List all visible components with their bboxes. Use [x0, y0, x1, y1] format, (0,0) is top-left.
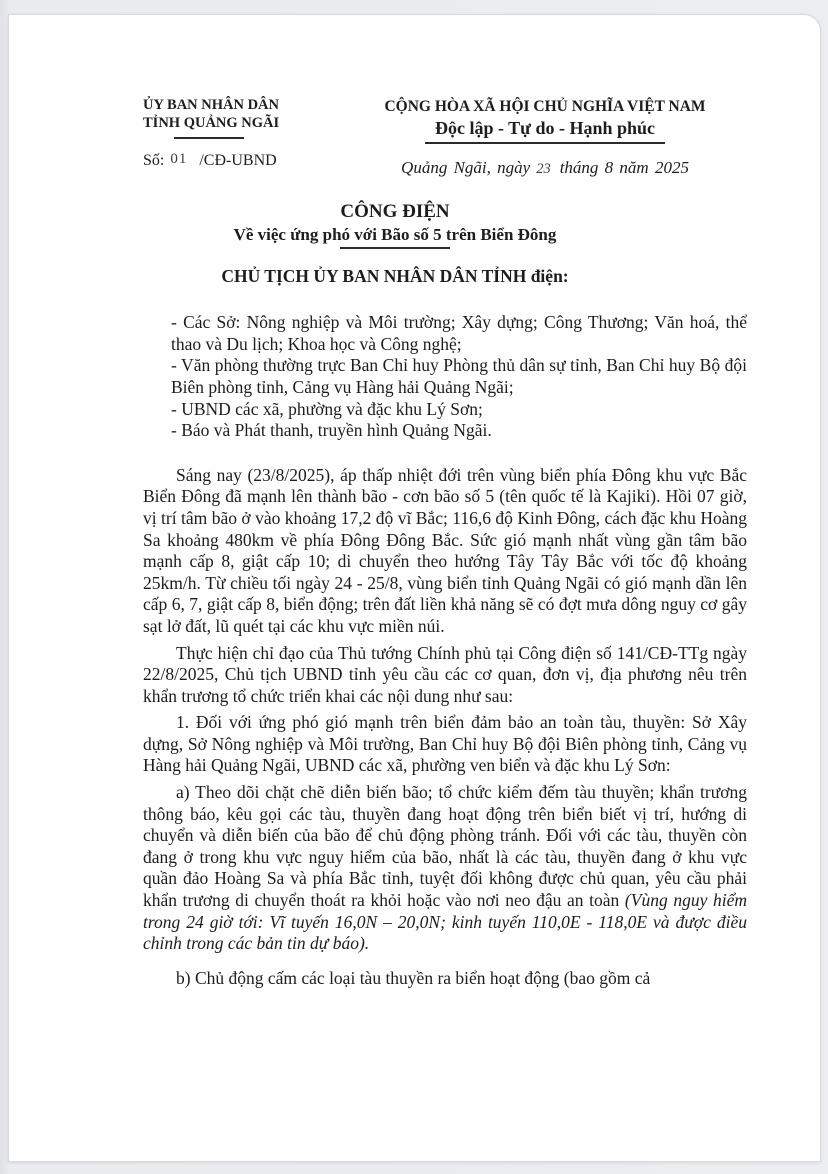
issuer-block — [143, 97, 280, 171]
dateline — [369, 157, 721, 181]
recipient-item: - Văn phòng thường trực Ban Chỉ huy Phòng thủ dân sự tỉnh, Ban Chỉ huy Bộ đội Biên phòng tỉnh, Cảng vụ Hàng hải Quảng Ngãi; — [171, 355, 747, 397]
section-a-text: a) Theo dõi chặt chẽ diễn biến bão; tổ chức kiểm đếm tàu thuyền; khẩn trương thông báo, kêu gọi các tàu, thuyền đang hoạt động trên biển biết vị trí, hướng di chuyển và diễn biến của bão để chủ động phòng tránh. Đối với các tàu, thuyền còn đang ở trong khu vực nguy hiểm của bão, nhất là các tàu, thuyền đang ở khu vực quần đảo Hoàng Sa và phía Bắc tỉnh, tuyệt đối không được chủ quan, yêu cầu phải khẩn trương di chuyển thoát ra khỏi hoặc vào nơi neo đậu an toàn — [143, 782, 747, 911]
recipient-list — [171, 312, 747, 442]
title-block — [143, 201, 647, 288]
document-page — [9, 15, 820, 1161]
issuer-line1: ỦY BAN NHÂN DÂN — [143, 97, 280, 113]
paragraph-section-a — [143, 782, 747, 955]
issuer-divider — [174, 137, 244, 139]
paragraph-section-b: b) Chủ động cấm các loại tàu thuyền ra biển hoạt động (bao gồm cả — [176, 967, 651, 988]
dateline-suffix: tháng 8 năm 2025 — [559, 158, 689, 177]
doc-type-title: CÔNG ĐIỆN — [340, 200, 450, 222]
danger-zone-note: (Vùng nguy hiểm trong 24 giờ tới: Vĩ tuyến 16,0N – 20,0N; kinh tuyến 110,0E - 118,0E và được điều chỉnh trong các bản tin dự báo). — [143, 890, 747, 954]
doc-number — [143, 152, 275, 171]
doc-subject: Về việc ứng phó với Bão số 5 trên Biển Đông — [233, 224, 557, 244]
national-block — [369, 97, 721, 181]
doc-number-suffix: /CĐ-UBND — [199, 152, 277, 169]
recipient-item: - Báo và Phát thanh, truyền hình Quảng Ngãi. — [171, 420, 492, 441]
doc-number-label: Số: — [143, 152, 165, 169]
document-header — [143, 97, 747, 181]
issuer-line2: TỈNH QUẢNG NGÃI — [143, 114, 280, 131]
doc-number-value: 01 — [170, 151, 188, 167]
paragraph-directive: Thực hiện chỉ đạo của Thủ tướng Chính phủ tại Công điện số 141/CĐ-TTg ngày 22/8/2025, Chủ tịch UBND tỉnh yêu cầu các cơ quan, đơn vị, địa phương nêu trên khẩn trương tổ chức triển khai các nội dung như sau: — [143, 642, 747, 706]
dateline-prefix: Quảng Ngãi, ngày — [401, 158, 531, 177]
paragraph-section-1: 1. Đối với ứng phó gió mạnh trên biển đảm bảo an toàn tàu, thuyền: Sở Xây dựng, Sở Nông nghiệp và Môi trường, Ban Chỉ huy Bộ đội Biên phòng tỉnh, Cảng vụ Hàng hải Quảng Ngãi, UBND các xã, phường ven biển và đặc khu Lý Sơn: — [143, 712, 747, 776]
national-motto: Độc lập - Tự do - Hạnh phúc — [434, 118, 656, 138]
dateline-day: 23 — [536, 161, 551, 177]
recipient-item: - UBND các xã, phường và đặc khu Lý Sơn; — [171, 398, 483, 419]
document-content — [143, 97, 747, 989]
recipient-item: - Các Sở: Nông nghiệp và Môi trường; Xây dựng; Công Thương; Văn hoá, thể thao và Du lịch; Khoa học và Công nghệ; — [171, 312, 747, 354]
sender-line: CHỦ TỊCH ỦY BAN NHÂN DÂN TỈNH điện: — [221, 265, 569, 286]
motto-divider — [425, 142, 665, 144]
paragraph-storm-situation: Sáng nay (23/8/2025), áp thấp nhiệt đới trên vùng biển phía Đông khu vực Bắc Biển Đông đã mạnh lên thành bão - cơn bão số 5 (tên quốc tế là Kajiki). Hồi 07 giờ, vị trí tâm bão ở vào khoảng 17,2 độ vĩ Bắc; 116,6 độ Kinh Đông, cách đặc khu Hoàng Sa khoảng 480km về phía Đông Đông Bắc. Sức gió mạnh nhất vùng gần tâm bão mạnh cấp 8, giật cấp 10; di chuyển theo hướng Tây Tây Bắc với tốc độ khoảng 25km/h. Từ chiều tối ngày 24 - 25/8, vùng biển tỉnh Quảng Ngãi có gió mạnh dần lên cấp 6, 7, giật cấp 8, biển động; trên đất liền khả năng sẽ có đợt mưa dông nguy cơ gây sạt lở đất, lũ quét tại các khu vực miền núi. — [143, 464, 747, 636]
subject-divider — [340, 247, 450, 249]
national-title: CỘNG HÒA XÃ HỘI CHỦ NGHĨA VIỆT NAM — [384, 98, 706, 115]
